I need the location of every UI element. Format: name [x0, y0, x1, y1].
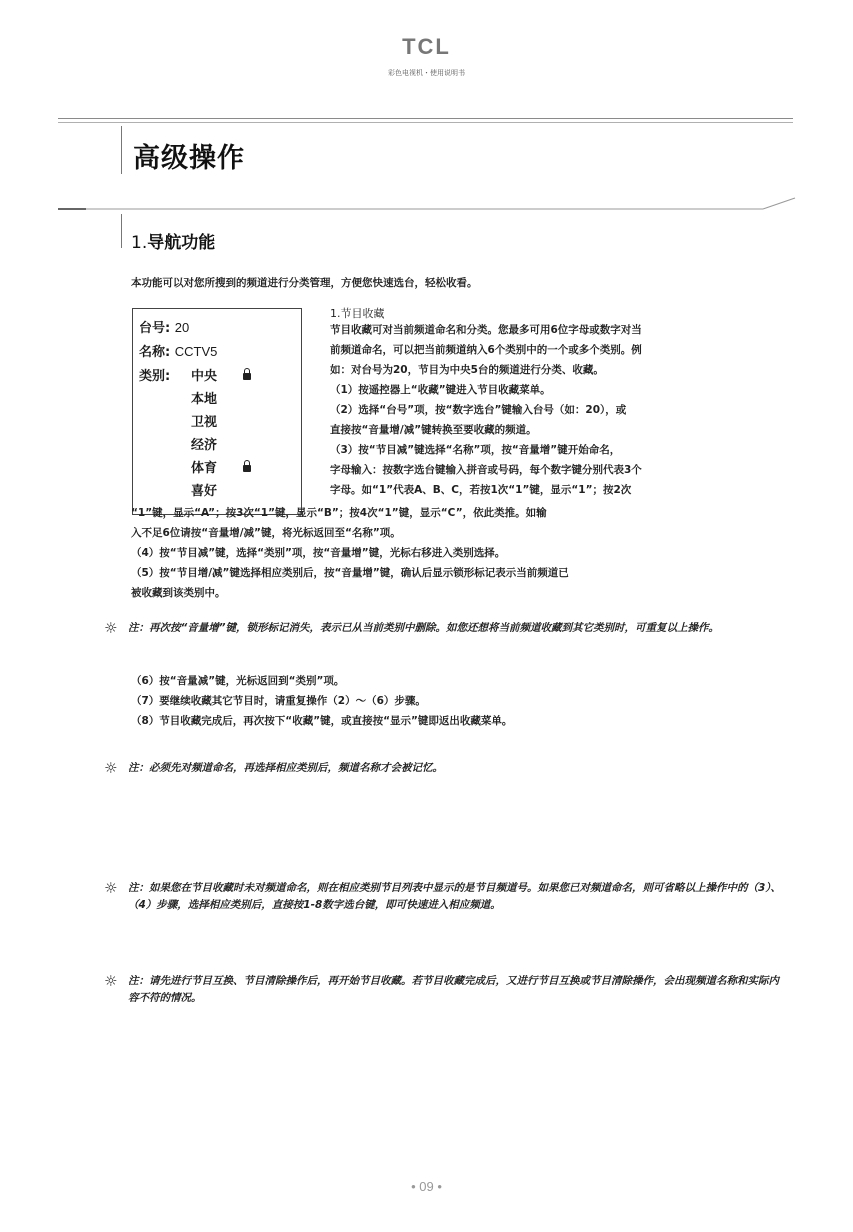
top-rule-2 — [58, 122, 793, 123]
step-line: （7）要继续收藏其它节目时，请重复操作（2）～（6）步骤。 — [131, 695, 426, 707]
subsection-label: 导航功能 — [147, 233, 216, 253]
favorites-line: 如：对台号为20，节目为中央5台的频道进行分类、收藏。 — [330, 364, 604, 376]
category-item: 本地 — [191, 392, 218, 407]
channel-info-box — [132, 308, 302, 515]
top-rule-1 — [58, 118, 793, 119]
category-label: 类别: — [139, 369, 171, 384]
note-block — [104, 620, 789, 637]
sun-icon: ☼ — [104, 759, 118, 777]
name-row — [139, 341, 217, 360]
favorites-line: （3）按“节目减”键选择“名称”项，按“音量增”键开始命名， — [330, 444, 621, 456]
favorites-line: （2）选择“台号”项，按“数字选台”键输入台号（如：20），或 — [330, 404, 627, 416]
step-line: （8）节目收藏完成后，再次按下“收藏”键，或直接按“显示”键即返出收藏菜单。 — [131, 715, 513, 727]
favorites-line: 直接按“音量增/减”键转换至要收藏的频道。 — [330, 424, 537, 436]
name-label: 名称: — [139, 345, 171, 360]
subsection-number: 1. — [131, 233, 148, 253]
sun-icon: ☼ — [104, 972, 118, 990]
subsection-bar — [121, 214, 122, 248]
note-block — [104, 760, 789, 777]
favorites-line: （5）按“节目增/减”键选择相应类别后，按“音量增”键，确认后显示锁形标记表示当前频道已 — [131, 567, 569, 579]
favorites-line: 入不足6位请按“音量增/减”键，将光标返回至“名称”项。 — [131, 527, 401, 539]
note-text: 注：必须先对频道命名，再选择相应类别后，频道名称才会被记忆。 — [128, 762, 443, 774]
name-value: CCTV5 — [174, 344, 218, 359]
step-line: （6）按“音量减”键，光标返回到“类别”项。 — [131, 675, 345, 687]
category-item: 喜好 — [191, 484, 218, 499]
favorites-line: （4）按“节目减”键，选择“类别”项，按“音量增”键，光标右移进入类别选择。 — [131, 547, 506, 559]
favorites-line: 节目收藏可对当前频道命名和分类。您最多可用6位字母或数字对当 — [330, 324, 642, 336]
sun-icon: ☼ — [104, 619, 118, 637]
manual-subtitle: 彩色电视机・使用说明书 — [388, 69, 465, 77]
category-row — [139, 365, 170, 384]
note-block — [104, 973, 789, 1007]
favorites-line: 被收藏到该类别中。 — [131, 587, 226, 599]
channel-row — [139, 317, 189, 336]
category-item: 中央 — [191, 365, 251, 384]
title-bar — [121, 126, 122, 174]
section-divider — [58, 196, 798, 216]
channel-value: 20 — [174, 320, 190, 335]
lock-icon — [243, 465, 251, 472]
note-text: 注：再次按“音量增”键，锁形标记消失，表示已从当前类别中删除。如您还想将当前频道收藏到其它类别时，可重复以上操作。 — [128, 622, 720, 634]
category-item: 经济 — [191, 438, 218, 453]
lock-icon — [243, 373, 251, 380]
category-item: 卫视 — [191, 415, 218, 430]
favorites-line: 字母输入：按数字选台键输入拼音或号码，每个数字键分别代表3个 — [330, 464, 642, 476]
section-title: 高级操作 — [133, 143, 245, 174]
favorites-heading: 1.节目收藏 — [330, 307, 385, 320]
channel-label: 台号: — [139, 321, 171, 336]
note-text: 注：如果您在节目收藏时未对频道命名，则在相应类别节目列表中显示的是节目频道号。如果您已对频道命名，则可省略以上操作中的（3）、（4）步骤，选择相应类别后，直接按1-8数字选台键，即可快速进入相应频道。 — [128, 882, 782, 911]
category-item: 体育 — [191, 457, 251, 476]
favorites-line: 前频道命名，可以把当前频道纳入6个类别中的一个或多个类别。例 — [330, 344, 642, 356]
subsection-title — [131, 228, 215, 253]
intro-text: 本功能可以对您所搜到的频道进行分类管理，方便您快速选台，轻松收看。 — [131, 277, 478, 289]
sun-icon: ☼ — [104, 879, 118, 897]
favorites-line: （1）按遥控器上“收藏”键进入节目收藏菜单。 — [330, 384, 551, 396]
tcl-logo: TCL — [402, 34, 451, 59]
note-block — [104, 880, 789, 914]
note-text: 注：请先进行节目互换、节目清除操作后，再开始节目收藏。若节目收藏完成后，又进行节目互换或节目清除操作，会出现频道名称和实际内容不符的情况。 — [128, 975, 779, 1004]
favorites-line: 字母。如“1”代表A、B、C，若按1次“1”键，显示“1”；按2次 — [330, 484, 632, 496]
favorites-line: “1”键，显示“A”；按3次“1”键，显示“B”；按4次“1”键，显示“C”，依此类推。如输 — [131, 507, 547, 519]
page-number: • 09 • — [411, 1179, 442, 1194]
